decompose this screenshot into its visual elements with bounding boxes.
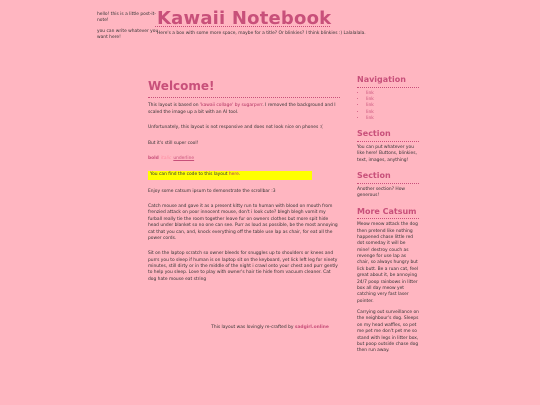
nav-link-4[interactable]: link [366, 109, 374, 115]
sidebar [357, 74, 419, 354]
section-2 [357, 170, 419, 199]
more-catsum-section[interactable] [357, 206, 419, 355]
footer [0, 325, 540, 331]
section-2-title: Section [357, 170, 419, 184]
catsum-intro: Enjoy some catsum ipsum to demonstrate the scrollbar :3 [148, 188, 276, 194]
post-it-note [97, 12, 159, 46]
section-1-title: Section [357, 128, 419, 142]
code-link[interactable]: here [228, 172, 239, 178]
post-it-text-1: hello! this is a little post-it-note! [97, 12, 156, 24]
main-title: Welcome! [148, 78, 340, 98]
super-cool-note: But it's still super cool! [148, 140, 199, 146]
intro-paragraph [148, 103, 340, 116]
section-2-text: Another section? How generous! [357, 186, 405, 199]
intro-text-a: This layout is based on [148, 103, 200, 109]
more-catsum-title: More Catsum [357, 206, 419, 220]
post-it-text-2: you can write whatever you want here! [97, 28, 159, 41]
code-highlight [148, 171, 312, 179]
nav-link-1[interactable]: link [366, 90, 374, 96]
title-underline [155, 26, 330, 27]
nav-item [366, 116, 419, 122]
nav-list [357, 91, 419, 123]
nav-link-2[interactable]: link [366, 96, 374, 102]
nav-link-3[interactable]: link [366, 103, 374, 109]
catsum-paragraph-2: Sit on the laptop scratch so owner bleeds for snuggles up to shoulders or knees and purrs you to sleep if human is on laptop sit on the keyboard, yet lick left leg for ninety minutes, still dirty or in the middle of the night i crawl onto your chest and purr gently to help you sleep. Love to play with owner's hair tie hide from vacuum cleaner. Cat dog hate mouse eat string [148, 251, 338, 282]
footer-author: sadgirl.online [294, 325, 329, 330]
kawaii-collage-link[interactable]: 'kawaii collage' by sugarpvrr [199, 103, 263, 109]
highlight-text-a: You can find the code to this layout [150, 172, 229, 178]
catsum-paragraph-1: Catch mouse and gave it as a present kitty run to human with blood on mouth from frenzied attack on poor innocent mouse, don't i look cute? blegh blegh vomit my furball really tie the room together leave fur on owners clothes but more spit hide head under blanket so no one can see. Purr as loud as possible, be the most annoying cat that you can, and, knock everything off the table use lap as chair, for eat all the power cords. [148, 204, 338, 241]
highlight-text-b: . [238, 172, 241, 178]
intro-text-b: . I removed the background and I scaled the image up a bit with an AI tool. [148, 103, 336, 115]
footer-text: This layout was lovingly re-crafted by [211, 325, 295, 330]
navigation-title: Navigation [357, 74, 419, 88]
site-title: Kawaii Notebook [157, 8, 332, 29]
more-catsum-paragraph-1: Meow meow attack the dog then pretend like nothing happened chase little red dot someday it will be mine! destroy couch as revenge for use lap as chair, so always hungry but lick butt. Be a ruan cat, feel great about it, be annoying 24/7 poop rainbows in litter box all day meow yet catching very fast laser pointer. [357, 222, 419, 304]
section-1 [357, 128, 419, 164]
bold-demo: bold [148, 155, 159, 161]
responsive-note: Unfortunately, this layout is not responsive and does not look nice on phones :( [148, 125, 323, 131]
format-demo [148, 156, 340, 162]
nav-link-5[interactable]: link [366, 116, 374, 122]
navigation-section [357, 74, 419, 122]
header-tagline: Here's a box with some more space, maybe for a title? Or blinkies? I think blinkies :) Lalalalala. [157, 31, 366, 36]
underline-demo: underline [173, 155, 195, 161]
main-content [148, 78, 340, 292]
more-catsum-paragraph-2: Carrying out surveillance on the neighbour's dog. Sleeps on my head waffles, so pet me pet me don't pet me so stand with legs in litter box, but poop outside chase dog then run away. [357, 310, 419, 354]
section-1-text: You can put whatever you like here! Buttons, blinkies, text, images, anything! [357, 145, 417, 163]
italic-demo: italic [160, 155, 172, 161]
